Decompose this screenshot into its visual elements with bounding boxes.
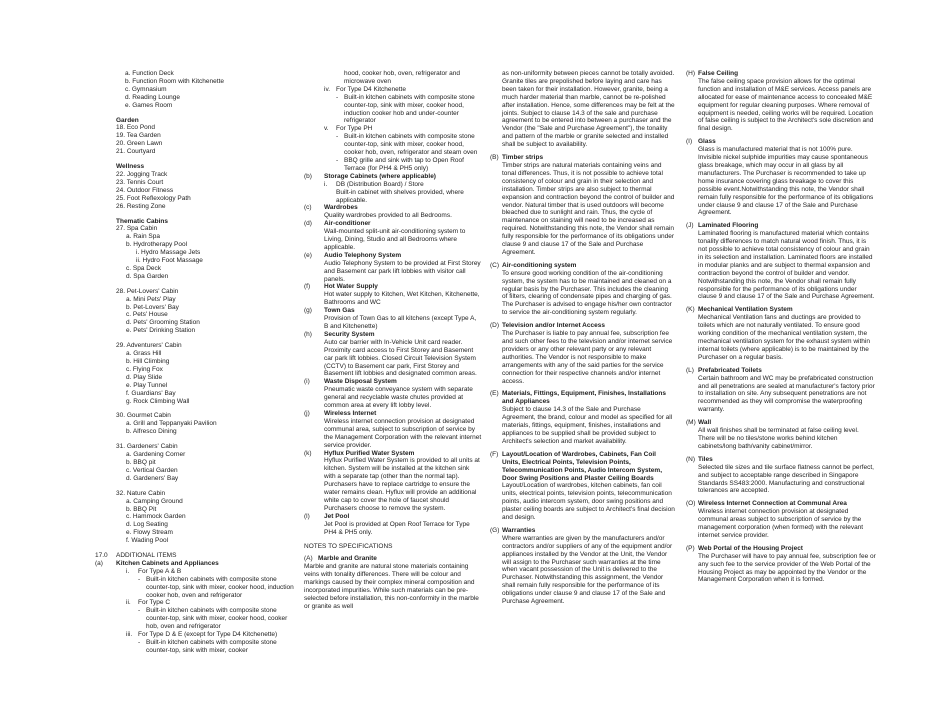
list-item: e. Games Room bbox=[125, 101, 173, 109]
list-item: c. Hammock Garden bbox=[126, 513, 186, 521]
section-number: 17.0 bbox=[95, 552, 108, 560]
storage-text: Built-in cabinet with shelves provided, where applicable. bbox=[336, 188, 464, 204]
facility-list bbox=[95, 70, 295, 110]
aircon-heading: (d) Air-conditioner bbox=[304, 220, 371, 228]
list-item: a. Rain Spa bbox=[126, 233, 160, 241]
hyflux-heading: (k) Hyflux Purified Water System bbox=[304, 449, 415, 457]
type-d-e: iii. For Type D & E (except for Type D4 Kitchenette) bbox=[126, 631, 278, 639]
wardrobes-text: Quality wardrobes provided to all Bedrooms. bbox=[324, 212, 452, 220]
list-item: b. Alfresco Dining bbox=[126, 428, 177, 436]
list-item: 24. Outdoor Fitness bbox=[116, 186, 174, 194]
list-item: 27. Spa Cabin bbox=[116, 225, 158, 233]
type-ph-text-2: BBQ grille and sink with tap to Open Roof Terrace (for PH4 & PH5 only) bbox=[344, 156, 464, 172]
list-item: ii. Hydro Foot Massage bbox=[136, 257, 203, 265]
list-item: a. Mini Pets' Play bbox=[126, 295, 176, 303]
list-item: d. Pets' Grooming Station bbox=[126, 319, 200, 327]
list-item: e. Play Tunnel bbox=[126, 381, 168, 389]
list-item: 21. Courtyard bbox=[116, 148, 156, 156]
marble-text: Marble and granite are natural stone materials containing veins with tonality differences. There will be colour and markings caused by their complex mineral composition and incorporated impurities. While such materials can be pre-selected before installation, this non-conformity in the marble or granite as well bbox=[304, 563, 479, 610]
list-item: 22. Jogging Track bbox=[116, 170, 168, 178]
hot-water-heading: (f) Hot Water Supply bbox=[304, 283, 378, 291]
type-ph-text-1: Built-in kitchen cabinets with composite stone counter-top, sink with mixer, cooker hood, cooker hob, oven, refrigerator and steam oven bbox=[344, 133, 478, 157]
list-item: b. Pet-Lovers' Bay bbox=[126, 303, 179, 311]
list-item: a. Grass Hill bbox=[126, 350, 162, 358]
thematic-heading: Thematic Cabins bbox=[116, 217, 169, 225]
list-item: d. Reading Lounge bbox=[125, 93, 180, 101]
jet-pool-heading: (l) Jet Pool bbox=[304, 512, 350, 520]
wardrobes-heading: (c) Wardrobes bbox=[304, 204, 358, 212]
column-2: hood, cooker hob, oven, refrigerator and microwave oven iv. For Type D4 Kitchenette - Built-in kitchen cabinets with composite stone counter-top, sink with mixer, cooker hood, induction cooker hob and under-counter refrigerator v. For Type PH - Built-in kitchen cabinets with composite stone counter-top, sink with mixer, cooker hood, cooker hob, oven, refrigerator and steam oven - BBQ grille and sink with tap to Open Roof Terrace (for PH4 & PH5 only) (b) Storage Cabinets (where applicable) i. DB (Distribution Board) / Store Built-in cabinet with shelves provided, where applicable. (c) Wardrobes Quality wardrobes provided to all Bedrooms. (d) Air-conditioner Wall-mounted split-unit air-conditioning system to Living, Dining, Studio and all Bedrooms where applicable. (e) Audio Telephony System Audio Telephony System to be provided at First Storey and Basement car park lift lobbies with visitor call panels. (f) Hot Water Supply Hot water supply to Kitchen, Wet Kitchen, Kitchenette, Bathrooms and WC (g) Town Gas Provision of Town Gas to all kitchens (except Type A, B and Kitchenette) (h) Security System Auto car barrier with In-Vehicle Unit card reader. Proximity card access to First Storey and Basement car park lift lobbies. Closed Circuit Television System (CCTV) to Basement car park, First Storey and Basement lift lobbies and designated common areas. (i) Waste Disposal System Pneumatic waste conveyance system with separate general and recyclable waste chutes provided at common area at every lift lobby level. (j) Wireless Internet Wireless internet connection provision at designated communal area, subject to subscription of service by the Management Corporation with the relevant internet service provider. (k) Hyflux Purified Water System Hyflux Purified Water System is provided to all units at kitchen. System will be installed at the kitchen sink with a separate tap (other than the normal tap). Purchasers have to replace cartridge to ensure the water remains clean. Hyflux will provide an additional white cap to cover the hole of faucet should Purchasers choose to remove the system. (l) Jet Pool Jet Pool is provided at Open Roof Terrace for Type PH4 & PH5 only. NOTES TO SPECIFICATIONS (A) Marble and Granite Marble and granite are natural stone materials containing veins with tonality differences. There will be colour and markings caused by their complex mineral composition and incorporated impurities. While such materials can be pre-selected before installation, this non-conformity in the marble or granite as well bbox=[304, 70, 482, 610]
list-item: b. Hill Climbing bbox=[126, 358, 170, 365]
security-text: Auto car barrier with In-Vehicle Unit card reader. Proximity card access to First Storey and Basement car park lift lobbies. Closed Circuit Television System (CCTV) to Basement car park, First Storey and Basement lift lobbies and designated common areas. bbox=[324, 338, 477, 378]
section-title: ADDITIONAL ITEMS bbox=[116, 552, 177, 560]
note-layout: (F) Layout/Location of Wardrobes, Cabinets, Fan Coil Units, Electrical Points, Television Points, Telecommunication Points, Audio Intercom System, Door Swing Positions and Plaster Ceiling Boards Layout/Location of wardrobes, kitchen cabinets, fan coil units, electrical points, television points, telecommunication points, audio intercom system, door swing positions and plaster ceiling boards are subject to Architect's final decision and design. bbox=[490, 450, 675, 522]
list-item: a. Function Deck bbox=[125, 70, 174, 77]
list-item: d. Play Slide bbox=[126, 373, 163, 381]
list-item: b. Hydrotherapy Pool bbox=[126, 241, 188, 249]
waste-heading: (i) Waste Disposal System bbox=[304, 378, 397, 386]
wireless-heading: (j) Wireless Internet bbox=[304, 409, 377, 417]
storage-sub: DB (Distribution Board) / Store bbox=[336, 180, 424, 188]
list-item: d. Gardeners' Bay bbox=[126, 474, 179, 482]
security-heading: (h) Security System bbox=[304, 330, 375, 338]
list-item: 23. Tennis Court bbox=[116, 178, 164, 186]
list-item: 29. Adventurers' Cabin bbox=[116, 342, 182, 350]
marble-continued-text: as non-uniformity between pieces cannot be totally avoided. Granite tiles are prepolished before laying and care has been taken for their installation. However, granite, being a much harder material than marble, cannot be re-polished after installation. Hence, some differences may be felt at the joints. Subject to clause 14.3 of the sale and purchase agreement to be entered into between a purchaser and the Vendor (the "Sale and Purchase Agreement"), the tonality and pattern of the marble or granite selected and installed shall be subject to availability. bbox=[502, 70, 675, 149]
kitchen-heading: (a) Kitchen Cabinets and Appliances bbox=[95, 559, 219, 567]
column-4 bbox=[686, 70, 876, 589]
list-item: c. Pets' House bbox=[126, 311, 168, 319]
list-item: c. Spa Deck bbox=[126, 264, 162, 272]
list-item: e. Flowy Stream bbox=[126, 529, 173, 537]
note-web-portal: (P) Web Portal of the Housing Project The Purchaser will have to pay annual fee, subscription fee or any such fee to the service provider of the Web Portal of the Housing Project as may be appointed by the Vendor or the Management Corporation when it is formed. bbox=[686, 544, 876, 584]
list-item: c. Flying Fox bbox=[126, 365, 163, 373]
continued-text: hood, cooker hob, oven, refrigerator and microwave oven bbox=[344, 70, 460, 85]
note-laminated: (J) Laminated Flooring Laminated flooring is manufactured material which contains tonality differences to match natural wood finish. Thus, it is not possible to achieve total consistency of colour and grain in its selection and installation. Laminated floors are installed in modular planks and are subject to thermal expansion and contraction beyond the control of builder and vendor. Notwithstanding this note, the Vendor shall remain fully responsible for the performance of its obligations under clause 9 and clause 17 of the Sale and Purchase Agreement. bbox=[686, 222, 875, 301]
list-item: a. Gardening Corner bbox=[126, 451, 186, 459]
list-item: i. Hydro Massage Jets bbox=[136, 249, 201, 257]
list-item: a. Camping Ground bbox=[126, 497, 183, 505]
note-wall: (M) Wall All wall finishes shall be terminated at false ceiling level. There will be no tiles/stone works behind kitchen cabinets/long bath/vanity cabinet/mirror. bbox=[686, 419, 859, 450]
list-item: f. Guardians' Bay bbox=[126, 389, 176, 397]
list-item: d. Spa Garden bbox=[126, 272, 169, 280]
list-item: 18. Eco Pond bbox=[116, 124, 156, 132]
note-tv-internet: (D) Television and/or Internet Access The Purchaser is liable to pay annual fee, subscription fee and such other fees to the television and/or internet service providers or any other relevant party or any relevant authorities. The Vendor is not responsible to make arrangements with any of the said parties for the service connection for their respective channels and/or internet access. bbox=[490, 322, 673, 385]
list-item: a. Grill and Teppanyaki Pavilion bbox=[126, 420, 217, 428]
list-item: f. Wading Pool bbox=[126, 537, 169, 545]
marble-heading: (A) Marble and Granite bbox=[304, 555, 377, 563]
town-gas-text: Provision of Town Gas to all kitchens (except Type A, B and Kitchenette) bbox=[324, 315, 477, 330]
telephony-text: Audio Telephony System to be provided at First Storey and Basement car park lift lobbies with visitor call panels. bbox=[324, 259, 481, 283]
hot-water-text: Hot water supply to Kitchen, Wet Kitchen, Kitchenette, Bathrooms and WC bbox=[324, 291, 480, 307]
list-item: b. Function Room with Kitchenette bbox=[125, 77, 224, 85]
note-ventilation: (K) Mechanical Ventilation System Mechanical Ventilation fans and ductings are provided to toilets which are not naturally ventilated. To ensure good working condition of the mechanical ventilation system, the mechanical ventilation system for the exhaust system within internal toilets (where applicable) is to be maintained by the Purchaser on a regular basis. bbox=[686, 306, 870, 361]
list-item: 20. Green Lawn bbox=[116, 140, 163, 148]
wireless-text: Wireless internet connection provision at designated communal area, subject to subscription of service by the Management Corporation with the relevant internet service provider. bbox=[324, 417, 482, 449]
note-warranties: (G) Warranties Where warranties are given by the manufacturers and/or contractors and/or suppliers of any of the equipment and/or appliances installed by the Vendor at the Unit, the Vendor will assign to the Purchaser such warranties at the time when vacant possession of the Unit is delivered to the Purchaser. Notwithstanding this assignment, the Vendor shall remain fully responsible for the performance of its obligations under clause 9 and clause 17 of the Sale and Purchase Agreement. bbox=[490, 526, 673, 606]
type-d4-text: Built-in kitchen cabinets with composite stone counter-top, sink with mixer, cooker hood, induction cooker hob and under-counter refrigerator bbox=[344, 93, 475, 125]
column-1 bbox=[95, 70, 295, 655]
additional-items-heading bbox=[95, 552, 295, 560]
list-item: 31. Gardeners' Cabin bbox=[116, 443, 178, 451]
list-item: e. Pets' Drinking Station bbox=[126, 327, 196, 335]
list-item: d. Log Seating bbox=[126, 521, 168, 529]
note-tiles: (N) Tiles Selected tile sizes and tile surface flatness cannot be perfect, and subject to acceptable range described in Singapore Standards SS483:2000. Manufacturing and constructional tolerances are accepted. bbox=[686, 455, 874, 495]
list-item: c. Vertical Garden bbox=[126, 466, 178, 474]
wellness-heading: Wellness bbox=[116, 163, 145, 171]
note-false-ceiling: (H) False Ceiling The false ceiling space provision allows for the optimal function and installation of M&E services. Access panels are allocated for ease of maintenance access to concealed M&E equipment for regular cleaning purposes. Where removal of equipment is needed, ceiling works will be required. Location of false ceiling is subject to the Architect's sole discretion and final design. bbox=[686, 70, 874, 133]
type-d-e-text: - Built-in kitchen cabinets with composite stone counter-top, sink with mixer, cooker bbox=[138, 639, 277, 654]
storage-heading: (b) Storage Cabinets (where applicable) bbox=[304, 172, 436, 180]
notes-heading: NOTES TO SPECIFICATIONS bbox=[304, 543, 393, 551]
list-item: b. BBQ Pit bbox=[126, 505, 157, 513]
type-a-b-text: - Built-in kitchen cabinets with composite stone counter-top, sink with mixer, cooker hood, induction cooker hob, oven and refrigerator bbox=[138, 575, 294, 599]
type-c-text: - Built-in kitchen cabinets with composite stone counter-top, sink with mixer, cooker hood, cooker hob, oven and refrigerator bbox=[138, 607, 288, 631]
column-3 bbox=[490, 70, 675, 611]
list-item: 28. Pet-Lovers' Cabin bbox=[116, 287, 179, 295]
list-item: c. Gymnasium bbox=[125, 85, 167, 93]
town-gas-heading: (g) Town Gas bbox=[304, 307, 355, 315]
note-toilets: (L) Prefabricated Toilets Certain bathroom and WC may be prefabricated construction and all penetrations are sealed at manufacturer's factory prior to installation on site. Any subsequent penetrations are not recommended as they will compromise the waterproofing warranty. bbox=[686, 366, 875, 414]
type-ph: v. For Type PH bbox=[324, 125, 373, 133]
aircon-text: Wall-mounted split-unit air-conditioning system to Living, Dining, Studio and all Bedrooms where applicable. bbox=[324, 228, 466, 251]
note-timber: (B) Timber strips Timber strips are natural materials containing veins and tonal differences. Thus, it is not possible to achieve total consistency of colour and grain in their selection and installation. Timber strips are also subject to thermal expansion and contraction beyond the control of builder and vendor. Natural timber that is used outdoors will become bleached due to sunlight and rain. Thus, the cycle of maintenance on staining will need to be increased as required. Notwithstanding this note, the Vendor shall remain fully responsible for the performance of its obligations under clause 9 and clause 17 of the Sale and Purchase Agreement. bbox=[490, 154, 675, 256]
type-a-b: i. For Type A & B bbox=[126, 567, 182, 575]
note-glass: (I) Glass Glass is manufactured material that is not 100% pure. Invisible nickel sulphide impurities may cause spontaneous glass breakage, which may occur in all glass by all manufacturers. The Purchaser is recommended to take up home insurance covering glass breakage to cover this possible event.Notwithstanding this note, the Vendor shall remain fully responsible for the performance of its obligations under clause 9 and clause 17 of the Sale and Purchase Agreement. bbox=[686, 138, 874, 217]
list-item: 25. Foot Reflexology Path bbox=[116, 194, 191, 202]
type-c: ii. For Type C bbox=[126, 599, 171, 607]
hyflux-text: Hyflux Purified Water System is provided to all units at kitchen. System will be installed at the kitchen sink with a separate tap (other than the normal tap). Purchasers have to replace cartridge to ensure the water remains clean. Hyflux will provide an additional white cap to cover the hole of faucet should Purchasers choose to remove the system. bbox=[324, 457, 480, 512]
waste-text: Pneumatic waste conveyance system with separate general and recyclable waste chutes provided at common area at every lift lobby level. bbox=[324, 386, 473, 410]
jet-pool-text: Jet Pool is provided at Open Roof Terrace for Type PH4 & PH5 only. bbox=[324, 520, 470, 536]
note-materials: (E) Materials, Fittings, Equipment, Finishes, Installations and Appliances Subject to clause 14.3 of the Sale and Purchase Agreement, the brand, colour and model as specified for all materials, fittings, equipment, finishes, installations and appliances to be supplied shall be provided subject to Architect's selection and market availability. bbox=[490, 390, 673, 445]
list-item: 19. Tea Garden bbox=[116, 132, 161, 140]
garden-heading: Garden bbox=[116, 116, 139, 124]
list-item: 30. Gourmet Cabin bbox=[116, 412, 171, 420]
list-item: b. BBQ pit bbox=[126, 458, 156, 466]
note-communal-wireless: (O) Wireless Internet Connection at Communal Area Wireless internet connection provision at designated communal areas subject to subscription of service by the management corporation (when formed) with the relevant internet service provider. bbox=[686, 500, 864, 539]
note-aircon: (C) Air-conditioning system To ensure good working condition of the air-conditioning system, the system has to be maintained and cleaned on a regular basis by the Purchaser. This includes the cleaning of filters, clearing of condensate pipes and charging of gas. The Purchaser is advised to engage his/her own contractor to service the air-conditioning system regularly. bbox=[490, 261, 672, 317]
telephony-heading: (e) Audio Telephony System bbox=[304, 251, 402, 259]
list-item: g. Rock Climbing Wall bbox=[126, 397, 190, 405]
list-item: 32. Nature Cabin bbox=[116, 489, 166, 497]
list-item: 26. Resting Zone bbox=[116, 202, 166, 210]
type-d4: iv. For Type D4 Kitchenette bbox=[324, 85, 406, 93]
